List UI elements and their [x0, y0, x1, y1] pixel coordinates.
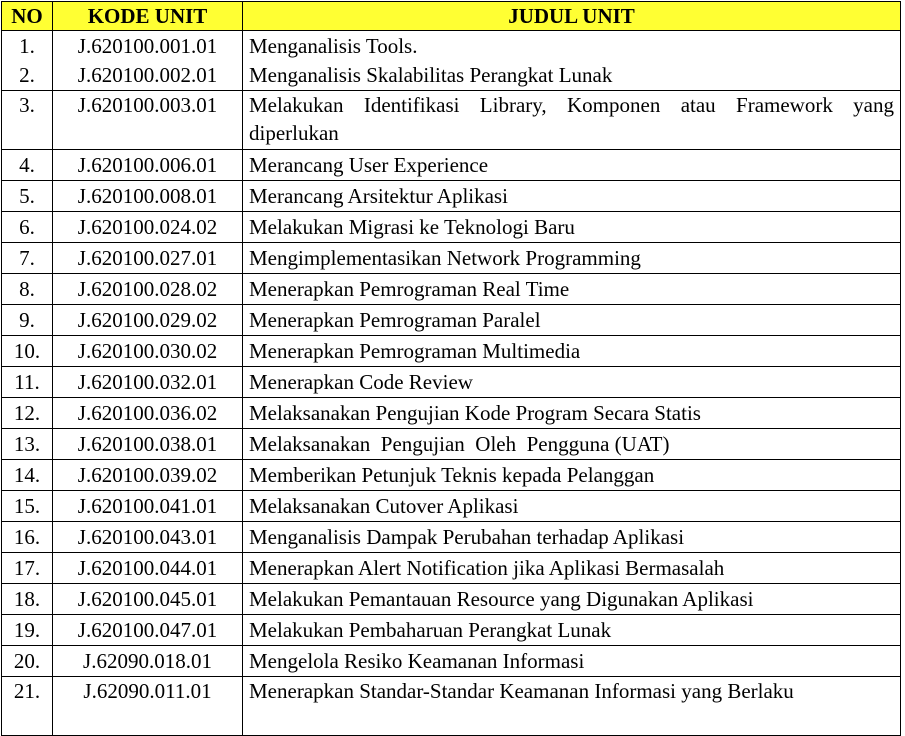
table-row — [2, 615, 901, 646]
cell-judul: Memberikan Petunjuk Teknis kepada Pelanggan — [243, 460, 901, 491]
cell-kode: J.620100.008.01 — [53, 181, 243, 212]
cell-judul: Menerapkan Pemrograman Real Time — [243, 274, 901, 305]
table-row — [2, 491, 901, 522]
cell-no: 21. — [2, 677, 53, 736]
cell-judul: Menganalisis Tools. — [243, 31, 901, 61]
cell-no: 19. — [2, 615, 53, 646]
header-no: NO — [2, 2, 53, 31]
cell-judul: Menerapkan Pemrograman Multimedia — [243, 336, 901, 367]
cell-no: 9. — [2, 305, 53, 336]
cell-kode: J.620100.030.02 — [53, 336, 243, 367]
cell-kode: J.620100.041.01 — [53, 491, 243, 522]
cell-judul: Melakukan Migrasi ke Teknologi Baru — [243, 212, 901, 243]
cell-kode: J.620100.036.02 — [53, 398, 243, 429]
cell-judul: Menerapkan Standar-Standar Keamanan Informasi yang Berlaku — [243, 677, 901, 736]
cell-judul: Merancang User Experience — [243, 150, 901, 181]
cell-no: 15. — [2, 491, 53, 522]
table-row — [2, 305, 901, 336]
table-row — [2, 60, 901, 91]
cell-judul: Mengelola Resiko Keamanan Informasi — [243, 646, 901, 677]
cell-kode: J.620100.024.02 — [53, 212, 243, 243]
header-row — [2, 2, 901, 31]
cell-kode: J.620100.043.01 — [53, 522, 243, 553]
cell-no: 3. — [2, 91, 53, 150]
header-kode: KODE UNIT — [53, 2, 243, 31]
cell-kode: J.620100.028.02 — [53, 274, 243, 305]
table-row — [2, 243, 901, 274]
cell-judul: Merancang Arsitektur Aplikasi — [243, 181, 901, 212]
cell-no: 20. — [2, 646, 53, 677]
table-row — [2, 150, 901, 181]
cell-kode: J.620100.044.01 — [53, 553, 243, 584]
cell-no: 7. — [2, 243, 53, 274]
cell-kode: J.620100.038.01 — [53, 429, 243, 460]
table-row — [2, 91, 901, 150]
cell-judul: Melaksanakan Pengujian Kode Program Secara Statis — [243, 398, 901, 429]
cell-judul: Melaksanakan Pengujian Oleh Pengguna (UAT) — [243, 429, 901, 460]
cell-kode: J.620100.045.01 — [53, 584, 243, 615]
cell-judul: Melakukan Pembaharuan Perangkat Lunak — [243, 615, 901, 646]
table-row — [2, 31, 901, 61]
cell-judul: Menganalisis Dampak Perubahan terhadap Aplikasi — [243, 522, 901, 553]
cell-no: 18. — [2, 584, 53, 615]
cell-no: 5. — [2, 181, 53, 212]
table-row — [2, 677, 901, 736]
cell-kode: J.620100.001.01 — [53, 31, 243, 61]
cell-kode: J.620100.047.01 — [53, 615, 243, 646]
cell-kode: J.620100.029.02 — [53, 305, 243, 336]
cell-no: 8. — [2, 274, 53, 305]
table-row — [2, 367, 901, 398]
table-row — [2, 181, 901, 212]
table-row — [2, 646, 901, 677]
cell-kode: J.620100.003.01 — [53, 91, 243, 150]
cell-kode: J.620100.006.01 — [53, 150, 243, 181]
cell-judul: Melakukan Pemantauan Resource yang Digunakan Aplikasi — [243, 584, 901, 615]
table-row — [2, 584, 901, 615]
cell-kode: J.620100.027.01 — [53, 243, 243, 274]
table-row — [2, 522, 901, 553]
cell-judul: Mengimplementasikan Network Programming — [243, 243, 901, 274]
cell-judul: Melakukan Identifikasi Library, Komponen atau Framework yang diperlukan — [243, 91, 901, 150]
table-row — [2, 212, 901, 243]
cell-kode: J.620100.002.01 — [53, 60, 243, 91]
cell-no: 17. — [2, 553, 53, 584]
cell-judul: Menerapkan Alert Notification jika Aplikasi Bermasalah — [243, 553, 901, 584]
cell-no: 1. — [2, 31, 53, 61]
cell-kode: J.620100.039.02 — [53, 460, 243, 491]
cell-no: 4. — [2, 150, 53, 181]
table-row — [2, 553, 901, 584]
cell-no: 16. — [2, 522, 53, 553]
cell-kode: J.620100.032.01 — [53, 367, 243, 398]
cell-kode: J.62090.011.01 — [53, 677, 243, 736]
cell-no: 12. — [2, 398, 53, 429]
table-row — [2, 460, 901, 491]
cell-no: 10. — [2, 336, 53, 367]
cell-kode: J.62090.018.01 — [53, 646, 243, 677]
cell-judul: Menerapkan Code Review — [243, 367, 901, 398]
cell-no: 11. — [2, 367, 53, 398]
cell-judul: Menganalisis Skalabilitas Perangkat Lunak — [243, 60, 901, 91]
cell-no: 2. — [2, 60, 53, 91]
cell-judul: Menerapkan Pemrograman Paralel — [243, 305, 901, 336]
table-row — [2, 429, 901, 460]
cell-no: 13. — [2, 429, 53, 460]
cell-no: 6. — [2, 212, 53, 243]
cell-judul: Melaksanakan Cutover Aplikasi — [243, 491, 901, 522]
table-row — [2, 336, 901, 367]
table-row — [2, 274, 901, 305]
table-row — [2, 398, 901, 429]
cell-no: 14. — [2, 460, 53, 491]
unit-table — [1, 1, 901, 736]
header-judul: JUDUL UNIT — [243, 2, 901, 31]
